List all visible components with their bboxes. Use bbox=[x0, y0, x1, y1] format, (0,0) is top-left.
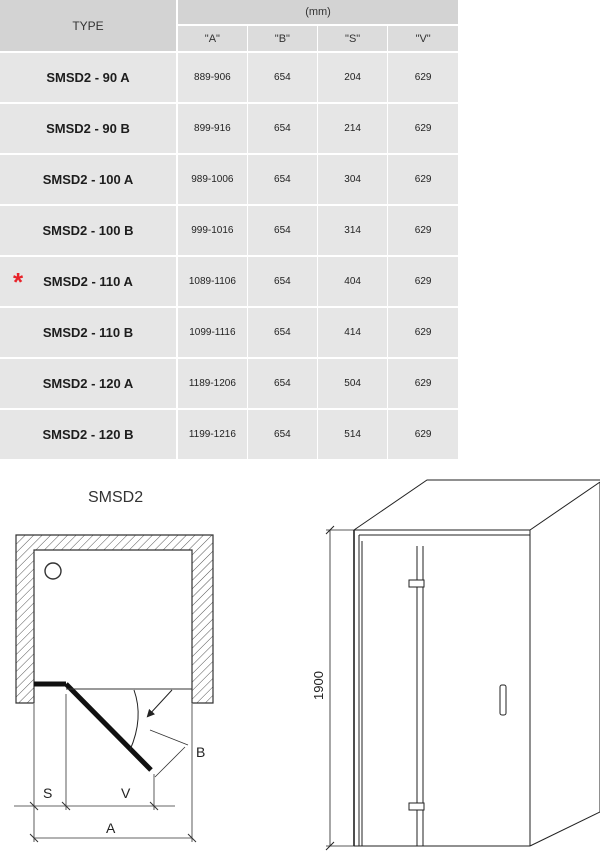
cell-b: 654 bbox=[247, 205, 317, 256]
cell-b: 654 bbox=[247, 307, 317, 358]
type-cell: SMSD2 - 120 B bbox=[0, 409, 177, 460]
cell-v: 629 bbox=[388, 103, 458, 154]
dimension-label-s: S bbox=[43, 785, 53, 801]
cell-v: 629 bbox=[388, 307, 458, 358]
cell-s: 514 bbox=[318, 409, 388, 460]
door-handle-icon bbox=[500, 685, 506, 715]
dimension-label-a: A bbox=[106, 820, 116, 836]
cell-b: 654 bbox=[247, 52, 317, 103]
type-label: SMSD2 - 110 A bbox=[43, 274, 133, 289]
cell-s: 304 bbox=[318, 154, 388, 205]
hinge-bottom-icon bbox=[409, 803, 424, 810]
unit-header: (mm) bbox=[177, 0, 458, 25]
cell-v: 629 bbox=[388, 154, 458, 205]
height-label: 1900 bbox=[311, 671, 326, 700]
type-cell: SMSD2 - 120 A bbox=[0, 358, 177, 409]
cell-b: 654 bbox=[247, 409, 317, 460]
cell-s: 414 bbox=[318, 307, 388, 358]
floor-side bbox=[530, 812, 600, 846]
cell-a: 1099-1116 bbox=[177, 307, 247, 358]
type-cell: SMSD2 - 110 B bbox=[0, 307, 177, 358]
cell-s: 204 bbox=[318, 52, 388, 103]
column-header-s: "S" bbox=[318, 25, 388, 52]
column-header-b: "B" bbox=[247, 25, 317, 52]
cell-b: 654 bbox=[247, 103, 317, 154]
cell-s: 404 bbox=[318, 256, 388, 307]
cell-b: 654 bbox=[247, 154, 317, 205]
type-cell: SMSD2 - 100 B bbox=[0, 205, 177, 256]
cell-b: 654 bbox=[247, 358, 317, 409]
cell-s: 214 bbox=[318, 103, 388, 154]
model-title: SMSD2 bbox=[88, 489, 144, 506]
cell-s: 504 bbox=[318, 358, 388, 409]
cell-a: 889-906 bbox=[177, 52, 247, 103]
column-header-a: "A" bbox=[177, 25, 247, 52]
type-column-header: TYPE bbox=[0, 0, 177, 52]
enclosure-top bbox=[354, 480, 600, 530]
type-cell: SMSD2 - 100 A bbox=[0, 154, 177, 205]
dimension-label-v: V bbox=[121, 785, 131, 801]
cell-v: 629 bbox=[388, 409, 458, 460]
cell-s: 314 bbox=[318, 205, 388, 256]
cell-v: 629 bbox=[388, 205, 458, 256]
cell-v: 629 bbox=[388, 256, 458, 307]
cell-v: 629 bbox=[388, 358, 458, 409]
cell-a: 1199-1216 bbox=[177, 409, 247, 460]
hinge-top-icon bbox=[409, 580, 424, 587]
cell-b: 654 bbox=[247, 256, 317, 307]
cell-a: 1189-1206 bbox=[177, 358, 247, 409]
type-cell: SMSD2 - 90 A bbox=[0, 52, 177, 103]
cell-a: 1089-1106 bbox=[177, 256, 247, 307]
cell-a: 899-916 bbox=[177, 103, 247, 154]
cell-a: 989-1006 bbox=[177, 154, 247, 205]
column-header-v: "V" bbox=[388, 25, 458, 52]
type-cell: SMSD2 - 90 B bbox=[0, 103, 177, 154]
cell-a: 999-1016 bbox=[177, 205, 247, 256]
cell-v: 629 bbox=[388, 52, 458, 103]
dimension-label-b: B bbox=[196, 744, 206, 760]
recommended-asterisk-icon: * bbox=[13, 267, 24, 297]
